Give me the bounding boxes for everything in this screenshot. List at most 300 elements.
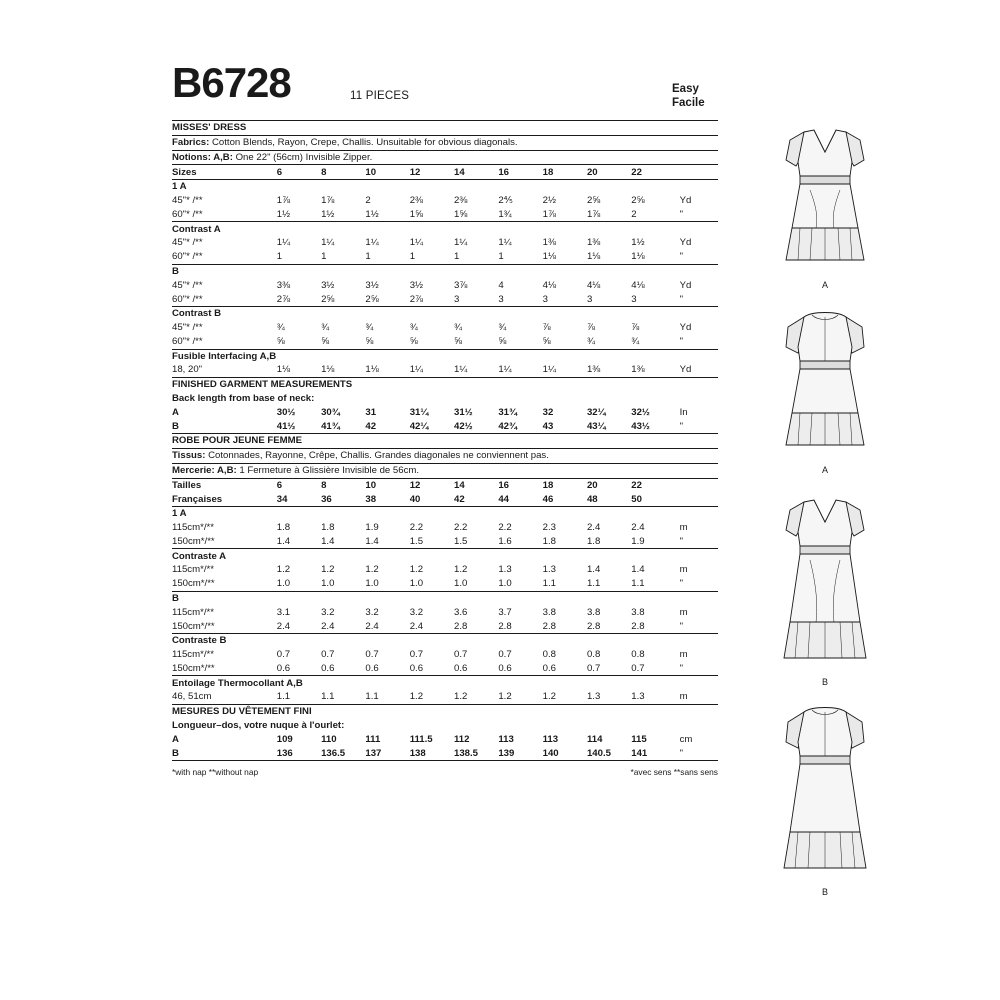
size-value-3: 3.2: [409, 606, 424, 618]
notions-row: [172, 150, 718, 165]
section-0-row-0: [172, 521, 718, 535]
size-value-4: 1: [454, 251, 460, 263]
back-length-heading: Back length from base of neck:: [172, 393, 315, 405]
row-label: Sizes: [172, 165, 277, 180]
row-unit: ": [679, 747, 683, 759]
row-label: 45"* /**: [172, 237, 203, 249]
section-2-row-0: [172, 279, 718, 293]
back-length-heading-row: [172, 392, 718, 406]
size-value-0: 109: [276, 733, 293, 745]
pattern-number: B6728: [172, 59, 291, 106]
size-value-1: 2⅝: [321, 293, 335, 305]
section-heading-row: [172, 349, 718, 363]
size-value-6: 3: [542, 293, 548, 305]
size-value-3: 1.2: [409, 691, 424, 703]
size-value-6: 113: [542, 733, 559, 745]
section-heading-row: [172, 222, 718, 236]
size-value-5: 1¼: [498, 237, 512, 249]
size-value-0: ¾: [276, 322, 285, 334]
section-heading-1: Contraste A: [172, 549, 718, 563]
row-label: 115cm*/**: [172, 606, 214, 618]
illustration-label: A: [821, 280, 828, 290]
row-unit: [676, 165, 718, 180]
size-value-5: 0.7: [498, 649, 512, 661]
size-value-5: 16: [498, 165, 542, 180]
size-value-1: 1⅛: [321, 364, 335, 376]
size-value-0: 3⅜: [276, 279, 291, 291]
finished-row-1: [172, 746, 718, 760]
size-value-0: 0.6: [276, 662, 291, 674]
size-value-1: 1½: [321, 208, 335, 220]
row-unit: Yd: [679, 237, 692, 249]
fabrics-value: Cotton Blends, Rayon, Crepe, Challis. Unsuitable for obvious diagonals.: [212, 136, 518, 148]
size-value-3: 138: [409, 747, 426, 759]
section-heading-3: Contrast B: [172, 307, 718, 321]
closing-rule-cell: [172, 761, 718, 764]
size-value-7: ¾: [586, 335, 595, 347]
size-value-8: 0.7: [631, 662, 645, 674]
notions-value: 1 Fermeture à Glissière Invisible de 56cm.: [239, 464, 420, 476]
illustration-label: B: [821, 887, 828, 897]
size-value-3: 111.5: [409, 733, 433, 745]
size-value-4: 112: [454, 733, 470, 745]
yardage-chart: [172, 120, 718, 764]
size-value-2: 10: [365, 165, 409, 180]
size-value-5: 0.6: [498, 662, 512, 674]
back-length-heading: Longueur–dos, votre nuque à l'ourlet:: [172, 720, 345, 731]
size-value-2: ⅝: [365, 335, 374, 347]
size-value-7: 3.8: [586, 606, 601, 618]
section-heading-0: 1 A: [172, 507, 718, 521]
size-value-5: 1¼: [498, 364, 512, 376]
row-label: 60"* /**: [172, 335, 203, 347]
size-value-3: 1¼: [409, 364, 424, 376]
size-value-5: 113: [498, 733, 514, 745]
section-2-row-1: [172, 292, 718, 306]
row-unit: ": [679, 251, 683, 263]
size-value-1: 8: [321, 478, 365, 492]
size-value-0: 6: [277, 165, 321, 180]
size-value-2: 1¼: [365, 237, 379, 249]
size-value-2: 2.4: [365, 620, 379, 632]
size-value-5: ¾: [498, 322, 507, 334]
size-value-7: 1⅜: [586, 237, 601, 249]
illustration-view-a-front: [760, 110, 890, 290]
size-value-0: 1.4: [276, 535, 291, 547]
size-value-8: 3: [631, 293, 637, 305]
size-value-1: 1⅞: [321, 195, 335, 207]
size-value-2: 1⅛: [365, 364, 379, 376]
size-value-3: 0.6: [409, 662, 424, 674]
size-value-8: 43½: [631, 420, 650, 432]
size-value-0: 1¼: [276, 237, 291, 249]
size-value-4: 1¼: [454, 237, 468, 249]
size-value-3: 2.2: [409, 522, 424, 534]
size-value-3: 31¼: [409, 406, 429, 418]
size-value-6: 18: [543, 478, 587, 492]
yardage-table: [172, 120, 718, 764]
section-4-row-0: [172, 690, 718, 704]
size-value-3: 1.0: [409, 578, 424, 590]
footnote-fr: *avec sens **sans sens: [630, 767, 718, 777]
fabrics-value: Cotonnades, Rayonne, Crêpe, Challis. Grandes diagonales ne conviennent pas.: [208, 450, 549, 462]
garment-title-row: [172, 434, 718, 449]
size-value-2: 38: [365, 493, 377, 505]
size-value-7: 1⅜: [586, 364, 601, 376]
size-value-7: 20: [587, 478, 631, 492]
size-value-0: 0.7: [276, 649, 291, 661]
fabrics-label: Tissus:: [172, 450, 209, 462]
size-value-8: 1.9: [631, 535, 645, 547]
finished-heading: FINISHED GARMENT MEASUREMENTS: [172, 378, 718, 392]
notions-label: Mercerie: A,B:: [172, 464, 240, 476]
row-label: 45"* /**: [172, 195, 203, 207]
size-value-1: 2.4: [321, 620, 335, 632]
garment-title: ROBE POUR JEUNE FEMME: [172, 434, 718, 449]
section-1-row-0: [172, 563, 718, 577]
notions-label: Notions: A,B:: [172, 151, 236, 163]
section-3-row-0: [172, 648, 718, 662]
size-value-3: 12: [410, 165, 454, 180]
size-value-8: 1.3: [631, 691, 645, 703]
row-label: 18, 20": [172, 364, 203, 376]
size-value-2: 0.7: [365, 649, 379, 661]
size-value-1: 1.8: [321, 522, 335, 534]
illustrations: [740, 110, 950, 940]
section-1-row-0: [172, 236, 718, 250]
size-value-2: 1: [365, 251, 371, 263]
size-value-0: 3.1: [276, 606, 291, 618]
finished-heading-row: [172, 705, 718, 719]
row-unit: [676, 478, 718, 492]
size-value-0: 136: [276, 747, 293, 759]
size-value-2: 1.2: [365, 564, 379, 576]
row-label: 115cm*/**: [172, 522, 214, 534]
size-value-0: 34: [276, 493, 288, 505]
size-value-0: 1⅛: [276, 364, 291, 376]
size-value-2: 1½: [365, 208, 379, 220]
size-value-5: 1: [498, 251, 504, 263]
size-value-2: 10: [365, 478, 409, 492]
difficulty-en: Easy: [672, 83, 699, 95]
size-value-3: 1.5: [409, 535, 424, 547]
size-value-0: 2⅞: [276, 293, 291, 305]
size-value-3: 1.2: [409, 564, 424, 576]
row-label: 150cm*/**: [172, 535, 215, 547]
size-value-6: 43: [542, 420, 554, 432]
size-value-4: 1⅝: [454, 208, 468, 220]
size-value-5: 1.3: [498, 564, 512, 576]
size-value-2: 31: [365, 406, 377, 418]
size-value-6: ⅞: [542, 322, 551, 334]
size-value-0: 1.0: [276, 578, 291, 590]
row-unit: Yd: [679, 322, 692, 334]
notions-value: One 22" (56cm) Invisible Zipper.: [235, 151, 373, 163]
size-value-2: 1.9: [365, 522, 379, 534]
size-value-0: 1.1: [276, 691, 291, 703]
size-value-1: 3½: [321, 279, 335, 291]
section-0-row-1: [172, 535, 718, 549]
size-value-7: 2⅝: [586, 195, 601, 207]
section-2-row-0: [172, 606, 718, 620]
size-value-4: 42: [454, 493, 465, 505]
size-value-6: 46: [542, 493, 554, 505]
size-value-5: 1.6: [498, 535, 512, 547]
size-value-7: 2.4: [586, 522, 601, 534]
size-value-2: 137: [365, 747, 382, 759]
row-unit: ": [679, 620, 683, 632]
size-value-6: 18: [543, 165, 587, 180]
row-unit: In: [679, 406, 688, 418]
finished-heading: MESURES DU VÊTEMENT FINI: [172, 705, 718, 719]
size-value-1: ⅝: [321, 335, 330, 347]
size-value-0: 6: [277, 478, 321, 492]
size-value-1: 3.2: [321, 606, 335, 618]
size-value-2: 1.1: [365, 691, 379, 703]
row-label: 45"* /**: [172, 279, 203, 291]
size-value-8: 22: [631, 478, 675, 492]
size-value-0: 1½: [276, 208, 291, 220]
section-3-row-0: [172, 321, 718, 335]
row-label: 115cm*/**: [172, 564, 214, 576]
size-value-3: 0.7: [409, 649, 424, 661]
size-value-3: 3½: [409, 279, 424, 291]
fabrics: [172, 135, 718, 150]
section-heading-4: Entoilage Thermocollant A,B: [172, 676, 718, 690]
size-value-8: 1½: [631, 237, 645, 249]
size-value-3: 42¼: [409, 420, 429, 432]
finished-row-0: [172, 733, 718, 747]
size-value-7: 32¼: [586, 406, 606, 418]
size-value-0: 41½: [276, 420, 296, 432]
size-value-3: ⅝: [409, 335, 418, 347]
size-value-3: 2⅜: [409, 195, 424, 207]
size-value-4: 42½: [454, 420, 473, 432]
size-value-6: 2½: [542, 195, 556, 207]
size-value-1: 1.0: [321, 578, 335, 590]
section-heading-2: B: [172, 264, 718, 278]
size-value-8: 2⅝: [631, 195, 645, 207]
row-label: B: [172, 420, 179, 432]
size-value-4: ⅝: [454, 335, 463, 347]
size-value-5: 1.2: [498, 691, 512, 703]
row-unit: ": [679, 578, 683, 590]
size-value-2: 2: [365, 195, 371, 207]
size-value-5: 2.8: [498, 620, 512, 632]
size-value-2: 42: [365, 420, 377, 432]
row-unit: cm: [679, 733, 693, 745]
section-heading-row: [172, 634, 718, 648]
size-value-5: 139: [498, 747, 515, 759]
row-label: 46, 51cm: [172, 691, 212, 703]
sizes-header-row: [172, 165, 718, 180]
section-heading-row: [172, 549, 718, 563]
size-value-6: 1¼: [542, 364, 556, 376]
size-value-0: 1.8: [276, 522, 291, 534]
section-heading-0: 1 A: [172, 180, 718, 194]
illustration-label: B: [821, 677, 828, 687]
size-value-6: 1.1: [542, 578, 556, 590]
size-value-8: 2.4: [631, 522, 645, 534]
row-label: Françaises: [172, 493, 223, 505]
garment-title-row: [172, 121, 718, 136]
row-label: 150cm*/**: [172, 578, 215, 590]
size-value-7: 0.7: [586, 662, 601, 674]
notions: [172, 150, 718, 165]
size-value-1: 1.1: [321, 691, 335, 703]
size-value-0: 2.4: [276, 620, 291, 632]
row-unit: m: [679, 564, 688, 576]
fabrics: [172, 448, 718, 463]
size-value-2: 3½: [365, 279, 379, 291]
section-3-row-1: [172, 335, 718, 349]
row-label: 45"* /**: [172, 322, 203, 334]
size-value-8: 115: [631, 733, 647, 745]
size-value-5: 42¾: [498, 420, 517, 432]
size-value-0: ⅝: [276, 335, 285, 347]
illustration-view-b-front: [760, 480, 890, 687]
size-value-4: ¾: [454, 322, 463, 334]
size-value-0: 30½: [276, 406, 296, 418]
size-value-8: 1.1: [631, 578, 645, 590]
section-heading-row: [172, 591, 718, 605]
size-value-6: 4⅛: [542, 279, 556, 291]
size-value-8: 2: [631, 208, 637, 220]
size-value-6: 1.3: [542, 564, 556, 576]
size-value-1: 41¾: [321, 420, 340, 432]
size-value-8: 22: [631, 165, 675, 180]
garment-title: MISSES' DRESS: [172, 121, 718, 136]
size-value-7: 1.4: [586, 564, 601, 576]
size-value-4: 14: [454, 478, 498, 492]
size-value-4: 1¼: [454, 364, 468, 376]
size-value-7: 2.8: [586, 620, 601, 632]
size-value-8: 4⅛: [631, 279, 645, 291]
size-value-7: 43¼: [586, 420, 606, 432]
size-value-8: 1⅜: [631, 364, 645, 376]
sizes-header-row: [172, 478, 718, 492]
row-label: 115cm*/**: [172, 649, 214, 661]
size-value-5: 4: [498, 279, 504, 291]
size-value-5: 16: [498, 478, 542, 492]
size-value-4: 2.8: [454, 620, 468, 632]
size-value-3: 1: [409, 251, 416, 263]
size-value-3: 12: [410, 478, 454, 492]
row-unit: Yd: [679, 364, 692, 376]
section-heading-2: B: [172, 591, 718, 605]
size-value-1: ¾: [321, 322, 330, 334]
size-value-4: 31½: [454, 406, 473, 418]
size-value-2: 2⅝: [365, 293, 379, 305]
size-value-8: 141: [631, 747, 648, 759]
size-value-2: ¾: [365, 322, 374, 334]
finished-row-1: [172, 419, 718, 433]
size-value-6: 32: [542, 406, 554, 418]
row-label: B: [172, 747, 179, 759]
row-unit: [676, 492, 718, 506]
size-value-8: 2.8: [631, 620, 645, 632]
size-value-8: 32½: [631, 406, 650, 418]
section-1-row-1: [172, 577, 718, 591]
size-value-6: 0.6: [542, 662, 556, 674]
size-value-1: 110: [321, 733, 337, 745]
size-value-1: 136.5: [321, 747, 346, 759]
header: [172, 59, 732, 110]
size-value-2: 111: [365, 733, 381, 745]
size-value-6: 2.8: [542, 620, 556, 632]
size-value-4: 1.0: [454, 578, 468, 590]
size-value-4: 2.2: [454, 522, 468, 534]
fabrics-row: [172, 135, 718, 150]
row-unit: m: [679, 691, 688, 703]
size-value-7: 20: [587, 165, 631, 180]
section-heading-row: [172, 307, 718, 321]
size-value-5: 1¾: [498, 208, 512, 220]
size-value-1: 0.7: [321, 649, 335, 661]
size-value-7: 4⅛: [586, 279, 601, 291]
size-value-1: 1.2: [321, 564, 335, 576]
size-value-0: 1.2: [276, 564, 291, 576]
size-value-3: 2⅞: [409, 293, 424, 305]
size-value-6: 1⅛: [542, 251, 556, 263]
section-heading-row: [172, 676, 718, 690]
row-label: 150cm*/**: [172, 662, 215, 674]
row-unit: m: [679, 606, 688, 618]
size-value-2: 1.4: [365, 535, 379, 547]
size-value-7: 1.8: [586, 535, 601, 547]
notions: [172, 463, 718, 478]
size-value-8: 3.8: [631, 606, 645, 618]
size-value-2: 0.6: [365, 662, 379, 674]
size-value-4: 3.6: [454, 606, 468, 618]
size-value-6: 2.3: [542, 522, 556, 534]
size-value-6: 140: [542, 747, 559, 759]
row-unit: ": [679, 293, 683, 305]
row-unit: m: [679, 522, 688, 534]
size-value-5: 3: [498, 293, 504, 305]
size-value-7: 3: [586, 293, 593, 305]
size-value-3: 40: [409, 493, 421, 505]
size-value-7: 114: [586, 733, 603, 745]
size-value-8: 1.4: [631, 564, 645, 576]
row-label: 60"* /**: [172, 208, 203, 220]
size-value-7: 1⅞: [586, 208, 601, 220]
row-unit: Yd: [679, 195, 692, 207]
size-value-1: 36: [321, 493, 332, 505]
size-value-1: 1.4: [321, 535, 335, 547]
size-value-4: 3: [454, 293, 460, 305]
row-unit: ": [679, 420, 683, 432]
size-value-5: 2⅘: [498, 195, 513, 207]
size-value-5: 31¾: [498, 406, 517, 418]
section-3-row-1: [172, 662, 718, 676]
fabrics-label: Fabrics:: [172, 136, 212, 148]
illustration-label: A: [821, 465, 828, 475]
size-value-7: 1.1: [586, 578, 601, 590]
section-heading-row: [172, 180, 718, 194]
row-unit: Yd: [679, 279, 692, 291]
section-1-row-1: [172, 250, 718, 264]
back-length-heading-row: [172, 719, 718, 733]
size-value-4: 1.2: [454, 691, 468, 703]
size-value-8: 1⅛: [631, 251, 645, 263]
section-2-row-1: [172, 619, 718, 633]
section-0-row-0: [172, 194, 718, 208]
row-label: A: [172, 406, 179, 418]
size-value-4: 3⅞: [454, 279, 468, 291]
size-value-4: 1.2: [454, 564, 468, 576]
row-unit: m: [679, 649, 688, 661]
